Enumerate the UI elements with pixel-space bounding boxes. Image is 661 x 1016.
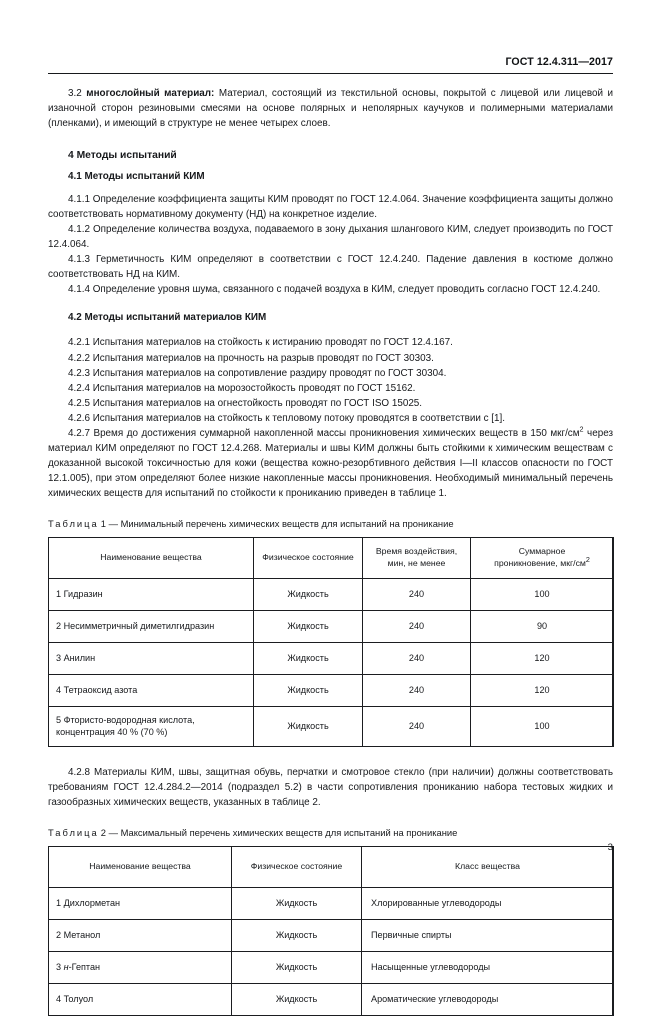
- page-content: [48, 86, 613, 1016]
- table-row: [49, 952, 614, 984]
- table-2-cell-state: Жидкость: [232, 920, 362, 952]
- clause-4-2-4: 4.2.4 Испытания материалов на морозостойкость проводят по ГОСТ 15162.: [68, 382, 416, 394]
- table-2-body: [49, 888, 614, 1016]
- table-1-cell-name: 3 Анилин: [49, 642, 254, 674]
- table-1-cell-name: 2 Несимметричный диметилгидразин: [49, 610, 254, 642]
- table-2-cell-name: [49, 888, 232, 920]
- table-2-cell-name-suffix: -Гептан: [68, 962, 101, 973]
- clause-4-2-7-text-a: 4.2.7 Время до достижения суммарной накопленной массы проникновения химических веществ в 150 мкг/см: [68, 427, 580, 439]
- table-2-cell-class: Насыщенные углеводороды: [362, 952, 614, 984]
- table-1-cell-total: 90: [471, 610, 614, 642]
- table-row: [49, 920, 614, 952]
- table-1-wrapper: [48, 537, 613, 747]
- table-2: [48, 846, 614, 1016]
- table-2-caption: [48, 826, 613, 839]
- table-row: [49, 610, 614, 642]
- clause-4-2-7-text-b: через материал КИМ определяют по ГОСТ 12.4.268. Материалы и швы КИМ должны быть стойкими к химическим веществам с доказанной высокой токсичностью для кожи (вещества кожно-резорбтивного действия I—II классов опасности по ГОСТ 12.1.005), при этом определяют более низкие накопленные массы проникновения. Необходимый минимальный перечень химических веществ для испытаний по стойкости к прониканию приведен в таблице 1.: [48, 427, 613, 499]
- table-1-col-header-time-line1: Время воздействия,: [375, 546, 458, 557]
- table-1-col-header-total-line1: Суммарное: [518, 546, 566, 557]
- table-row: [49, 674, 614, 706]
- table-1-cell-state: Жидкость: [254, 706, 363, 746]
- table-2-wrapper: [48, 846, 613, 1016]
- table-2-cell-class: Хлорированные углеводороды: [362, 888, 614, 920]
- table-2-cell-name: [49, 952, 232, 984]
- table-2-cell-name-prefix: 1 Дихлорметан: [56, 898, 121, 909]
- table-1-cell-state: Жидкость: [254, 610, 363, 642]
- table-2-cell-name-italic: н: [63, 962, 69, 973]
- table-2-cell-class: Первичные спирты: [362, 920, 614, 952]
- clause-3-2-term: многослойный материал:: [86, 88, 215, 99]
- table-2-col-header-class: Класс вещества: [362, 847, 614, 888]
- table-1-cell-name: 1 Гидразин: [49, 578, 254, 610]
- table-1-cell-total: 100: [471, 706, 614, 746]
- page-number: 3: [607, 842, 613, 853]
- table-row: [49, 578, 614, 610]
- table-2-col-header-state: Физическое состояние: [232, 847, 362, 888]
- header-rule: [48, 73, 613, 74]
- table-2-cell-name-prefix: 4 Толуол: [56, 994, 94, 1005]
- clause-3-2-number: 3.2: [68, 88, 82, 99]
- table-2-caption-text: — Максимальный перечень химических веществ для испытаний на проникание: [108, 827, 458, 839]
- table-1-cell-time: 240: [363, 642, 471, 674]
- clause-4-2-5: 4.2.5 Испытания материалов на огнестойкость проводят по ГОСТ ISO 15025.: [68, 397, 423, 409]
- table-2-cell-name: [49, 920, 232, 952]
- table-2-cell-name: [49, 984, 232, 1016]
- table-1-cell-time: 240: [363, 706, 471, 746]
- table-1-cell-state: Жидкость: [254, 674, 363, 706]
- table-1-caption: [48, 517, 613, 530]
- clause-4-2-7: [48, 426, 613, 501]
- clause-4-2-1: 4.2.1 Испытания материалов на стойкость к истиранию проводят по ГОСТ 12.4.167.: [68, 337, 453, 349]
- table-2-caption-label: Таблица: [48, 827, 99, 839]
- table-1-col-header-state: Физическое состояние: [254, 537, 363, 578]
- table-1-col-header-total: [471, 537, 614, 578]
- table-2-cell-state: Жидкость: [232, 888, 362, 920]
- running-header: ГОСТ 12.4.311—2017: [505, 56, 613, 68]
- table-2-cell-state: Жидкость: [232, 952, 362, 984]
- clause-3-2-definition: Материал, состоящий из текстильной основы, покрытой с лицевой или лицевой и изаночной сторон резиновыми смесями на основе полярных и неполярных каучуков и полимерными материалами (пленками), и имеющий в структуре не менее четырех слоев.: [48, 88, 614, 130]
- table-1-body: [49, 578, 614, 746]
- table-1-cell-total: 120: [471, 642, 614, 674]
- table-row: [49, 984, 614, 1016]
- table-1-cell-state: Жидкость: [254, 578, 363, 610]
- clause-4-2-6: 4.2.6 Испытания материалов на стойкость к тепловому потоку проводятся в соответствии с [1].: [68, 412, 506, 424]
- clause-4-1-1: 4.1.1 Определение коэффициента защиты КИМ проводят по ГОСТ 12.4.064. Значение коэффициента защиты должно соответствовать нормативному документу (НД) на конкретное изделие.: [48, 194, 613, 221]
- table-1-cell-name: 5 Фтористо-водородная кислота, концентрация 40 % (70 %): [49, 706, 254, 746]
- clause-4-2-2: 4.2.2 Испытания материалов на прочность на разрыв проводят по ГОСТ 30303.: [68, 352, 434, 364]
- table-2-cell-class: Ароматические углеводороды: [362, 984, 614, 1016]
- table-1-caption-label: Таблица: [48, 517, 99, 529]
- heading-section-4-1: 4.1 Методы испытаний КИМ: [68, 171, 205, 183]
- table-1-col-header-name: Наименование вещества: [49, 537, 254, 578]
- table-row: [49, 642, 614, 674]
- table-1-header-row: [49, 537, 614, 578]
- table-1-cell-total: 100: [471, 578, 614, 610]
- table-1-caption-text: — Минимальный перечень химических веществ для испытаний на проникание: [108, 517, 454, 529]
- table-1-cell-time: 240: [363, 610, 471, 642]
- table-2-caption-number: 2: [100, 827, 106, 839]
- clause-3-2-paragraph: [48, 86, 613, 131]
- table-1-col-header-total-line2: проникновение, мкг/см: [494, 557, 586, 568]
- clause-4-1-3: 4.1.3 Герметичность КИМ определяют в соответствии с ГОСТ 12.4.240. Падение давления в костюме должно соответствовать НД на КИМ.: [48, 254, 613, 281]
- table-1-cell-name: 4 Тетраоксид азота: [49, 674, 254, 706]
- table-2-cell-state: Жидкость: [232, 984, 362, 1016]
- table-2-cell-name-prefix: 3: [56, 962, 64, 973]
- clause-4-2-3: 4.2.3 Испытания материалов на сопротивление раздиру проводят по ГОСТ 30304.: [68, 367, 447, 379]
- clause-4-1-2: 4.1.2 Определение количества воздуха, подаваемого в зону дыхания шлангового КИМ, следует производить по ГОСТ 12.4.064.: [48, 224, 613, 251]
- table-1-col-header-total-superscript: 2: [585, 555, 590, 565]
- table-1-cell-time: 240: [363, 578, 471, 610]
- table-1-caption-number: 1: [100, 517, 106, 529]
- table-1: [48, 537, 614, 747]
- table-row: [49, 706, 614, 746]
- table-row: [49, 888, 614, 920]
- clause-4-1-4: 4.1.4 Определение уровня шума, связанного с подачей воздуха в КИМ, следует проводить согласно ГОСТ 12.4.240.: [68, 284, 601, 296]
- table-1-cell-total: 120: [471, 674, 614, 706]
- table-1-col-header-time-line2: мин, не менее: [387, 557, 446, 568]
- clause-4-2-8: 4.2.8 Материалы КИМ, швы, защитная обувь, перчатки и смотровое стекло (при наличии) должны соответствовать требованиям ГОСТ 12.4.284.2—2014 (подраздел 5.2) в части сопротивления прониканию набора тестовых жидких и газообразных химических веществ, указанных в таблице 2.: [48, 766, 613, 809]
- table-2-col-header-name: Наименование вещества: [49, 847, 232, 888]
- heading-section-4-2: 4.2 Методы испытаний материалов КИМ: [68, 312, 267, 324]
- heading-section-4: 4 Методы испытаний: [68, 150, 177, 162]
- table-1-col-header-time: [363, 537, 471, 578]
- table-2-cell-name-prefix: 2 Метанол: [56, 930, 101, 941]
- table-1-cell-time: 240: [363, 674, 471, 706]
- clause-4-2-7-superscript: 2: [579, 424, 584, 434]
- table-1-cell-state: Жидкость: [254, 642, 363, 674]
